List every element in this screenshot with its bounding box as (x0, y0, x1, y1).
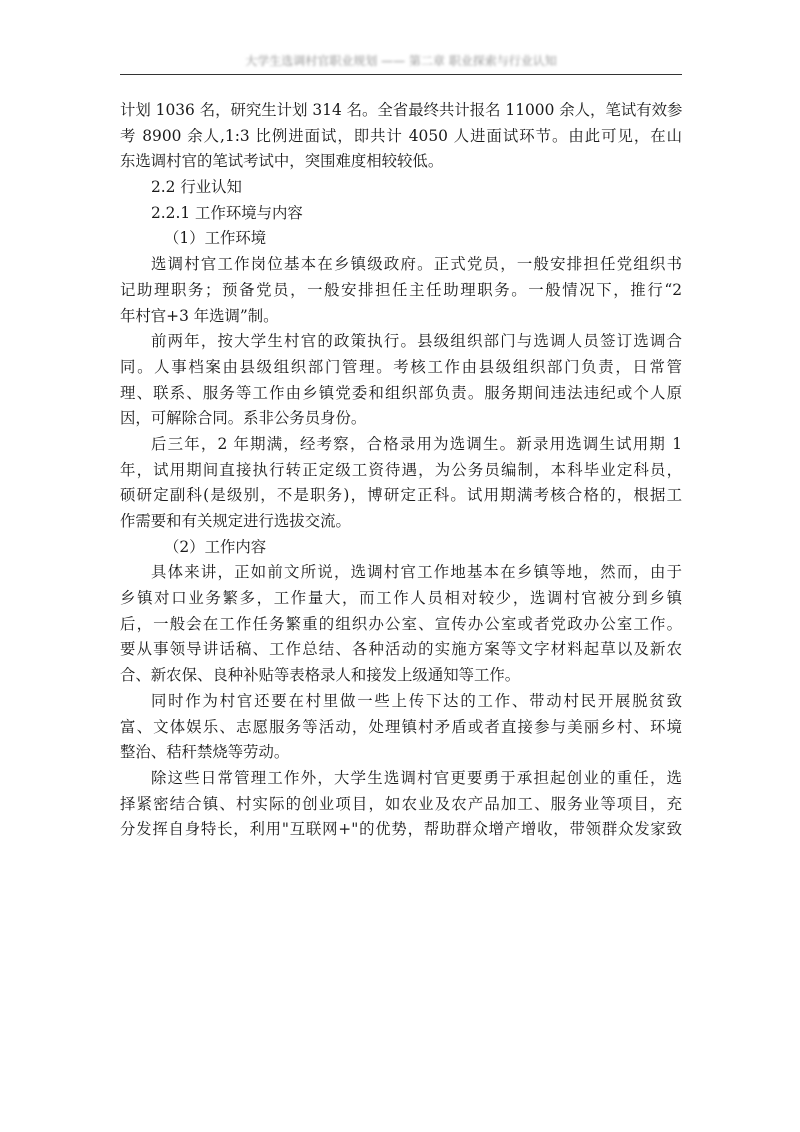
paragraph-line: 分发挥自身特长，利用"互联网+"的优势，帮助群众增产增收，带领群众发家致 (120, 820, 682, 839)
paragraph-line: 整治、秸秆禁烧等劳动。 (120, 743, 290, 762)
paragraph-line: 硕研定副科(是级别，不是职务)，博研定正科。试用期满考核合格的，根据工 (120, 486, 682, 505)
paragraph-line: 年村官+3 年选调”制。 (120, 306, 279, 325)
subsection-heading: 2.2.1 工作环境与内容 (151, 203, 303, 222)
paragraph-line: 东选调村官的笔试考试中，突围难度相较较低。 (120, 152, 444, 171)
paragraph-line: 后，一般会在工作任务繁重的组织办公室、宣传办公室或者党政办公室工作。 (120, 614, 682, 633)
paragraph-line: 除这些日常管理工作外，大学生选调村官更要勇于承担起创业的重任，选 (151, 768, 682, 787)
paragraph-line: 后三年，2 年期满，经考察，合格录用为选调生。新录用选调生试用期 1 (151, 434, 682, 453)
running-header: 大学生选调村官职业规划 —— 第二章 职业探索与行业认知 (245, 54, 557, 68)
paragraph-line: 乡镇对口业务繁多，工作量大，而工作人员相对较少，选调村官被分到乡镇 (120, 589, 682, 608)
paragraph-line: 考 8900 余人,1:3 比例进面试，即共计 4050 人进面试环节。由此可见，在山 (120, 126, 682, 145)
paragraph-line: 要从事领导讲话稿、工作总结、各种活动的实施方案等文字材料起草以及新农 (120, 640, 682, 659)
document-body (120, 98, 682, 843)
paragraph-line: 作需要和有关规定进行选拔交流。 (120, 512, 351, 530)
paragraph-line: 计划 1036 名，研究生计划 314 名。全省最终共计报名 11000 余人，笔试有效参 (120, 101, 682, 119)
paragraph-line: 同时作为村官还要在村里做一些上传下达的工作、带动村民开展脱贫致 (151, 691, 682, 710)
paragraph-line: 前两年，按大学生村官的政策执行。县级组织部门与选调人员签订选调合 (151, 332, 682, 351)
header-rule (120, 74, 682, 75)
item-heading: （2）工作内容 (164, 537, 267, 556)
item-heading: （1）工作环境 (164, 229, 267, 248)
paragraph-line: 富、文体娱乐、志愿服务等活动，处理镇村矛盾或者直接参与美丽乡村、环境 (120, 717, 682, 736)
paragraph-line: 择紧密结合镇、村实际的创业项目，如农业及农产品加工、服务业等项目，充 (120, 794, 682, 813)
paragraph-line: 合、新农保、良种补贴等表格录人和接发上级通知等工作。 (120, 666, 521, 685)
paragraph-line: 年，试用期间直接执行转正定级工资待遇，为公务员编制，本科毕业定科员， (120, 460, 682, 479)
paragraph-line: 因，可解除合同。系非公务员身份。 (120, 409, 367, 428)
paragraph-line: 选调村官工作岗位基本在乡镇级政府。正式党员，一般安排担任党组织书 (151, 255, 682, 274)
paragraph-line: 同。人事档案由县级组织部门管理。考核工作由县级组织部门负责，日常管 (120, 357, 682, 376)
paragraph-line: 记助理职务；预备党员，一般安排担任主任助理职务。一般情况下，推行“2 (120, 280, 682, 299)
paragraph-line: 理、联系、服务等工作由乡镇党委和组织部负责。服务期间违法违纪或个人原 (120, 383, 682, 402)
section-heading: 2.2 行业认知 (151, 178, 242, 197)
paragraph-line: 具体来讲，正如前文所说，选调村官工作地基本在乡镇等地，然而，由于 (151, 563, 682, 582)
